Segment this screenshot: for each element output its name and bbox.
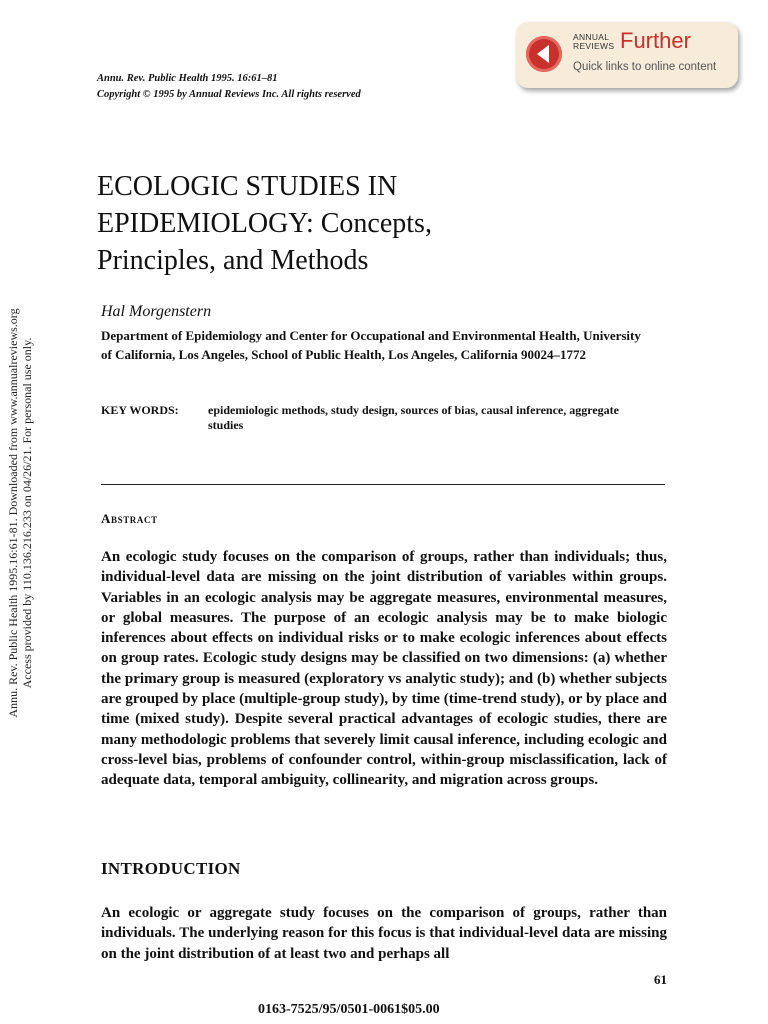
keywords-text: epidemiologic methods, study design, sources of bias, causal inference, aggregate studies: [208, 403, 619, 432]
further-badge[interactable]: [516, 22, 738, 88]
title-line: Principles, and Methods: [97, 245, 369, 276]
badge-annual: ANNUAL: [573, 32, 610, 42]
badge-subtitle: Quick links to online content: [573, 61, 717, 73]
journal-citation: [97, 71, 361, 103]
title-line: ECOLOGIC STUDIES IN: [97, 171, 398, 202]
article-title: [97, 168, 617, 279]
badge-further: Further: [620, 28, 691, 53]
play-back-icon: [526, 36, 562, 72]
annual-reviews-logo: [573, 33, 614, 51]
citation-line: Annu. Rev. Public Health 1995. 16:61–81: [97, 73, 278, 84]
watermark-line2: Access provided by 110.136.216.233 on 04/26/21. For personal use only.: [20, 337, 34, 689]
badge-reviews: REVIEWS: [573, 41, 615, 51]
copyright-line: Copyright © 1995 by Annual Reviews Inc. All rights reserved: [97, 89, 361, 100]
download-watermark: [6, 172, 36, 854]
page-number: 61: [654, 972, 667, 987]
article-code: 0163-7525/95/0501-0061$05.00: [258, 1002, 440, 1017]
abstract-body: An ecologic study focuses on the comparison of groups, rather than individuals; thus, individual-level data are missing on the joint distribution of variables within groups. Variables in an ecologic analysis may be aggregate measures, environmental measures, or global measures. The purpose of an ecologic analysis may be to make biologic inferences about effects on individual risks or to make ecologic inferences about effects on group rates. Ecologic study designs may be classified on two dimensions: (a) whether the primary group is measured (exploratory vs analytic study); and (b) whether subjects are grouped by place (multiple-group study), by time (time-trend study), or by place and time (mixed study). Despite several practical advantages of ecologic studies, there are many methodologic problems that severely limit causal inference, including ecologic and cross-level bias, problems of confounder control, within-group misclassification, lack of adequate data, temporal ambiguity, collinearity, and migration across groups.: [101, 549, 667, 789]
author-affiliation: Department of Epidemiology and Center for Occupational and Environmental Health, University of California, Los Angeles, School of Public Health, Los Angeles, California 90024–1772: [101, 328, 641, 362]
section-divider: [101, 484, 665, 485]
introduction-heading: INTRODUCTION: [101, 859, 241, 878]
author-name: Hal Morgenstern: [101, 303, 212, 320]
abstract-heading: Abstract: [101, 511, 158, 526]
watermark-line1: Annu. Rev. Public Health 1995.16:61-81. Downloaded from www.annualreviews.org: [6, 308, 20, 718]
title-line: EPIDEMIOLOGY: Concepts,: [97, 208, 432, 239]
keywords-label: KEY WORDS:: [101, 403, 179, 417]
introduction-body: An ecologic or aggregate study focuses on the comparison of groups, rather than individuals. The underlying reason for this focus is that individual-level data are missing on the joint distribution of at least two and perhaps all: [101, 905, 667, 962]
